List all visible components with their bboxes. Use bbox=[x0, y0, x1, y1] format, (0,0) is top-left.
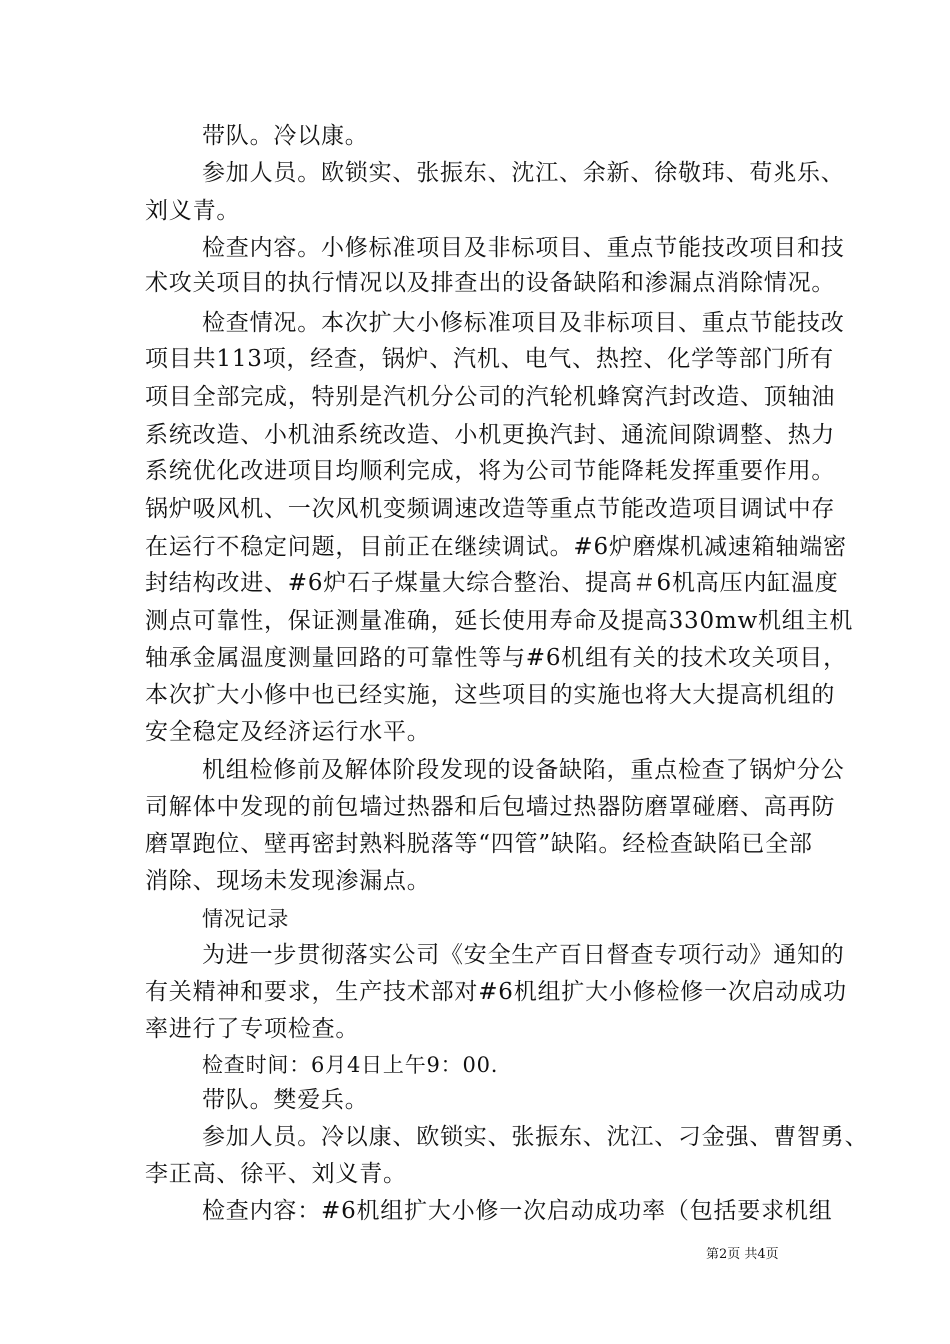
text-line-3: 刘义青。 bbox=[145, 198, 241, 224]
text-line-24: 有关精神和要求，生产技术部对#6机组扩大小修检修一次启动成功 bbox=[145, 979, 847, 1005]
page-number-footer: 第2页 共4页 bbox=[706, 1247, 779, 1262]
text-line-9: 系统改造、小机油系统改造、小机更换汽封、通流间隙调整、热力 bbox=[145, 422, 836, 448]
section-heading: 情况记录 bbox=[202, 907, 290, 931]
text-line-12: 在运行不稳定问题，目前正在继续调试。#6炉磨煤机减速箱轴端密 bbox=[145, 534, 847, 560]
text-line-7: 项目共113项，经查，锅炉、汽机、电气、热控、化学等部门所有 bbox=[145, 346, 834, 372]
text-line-26: 检查时间：6月4日上午9：00. bbox=[202, 1053, 499, 1077]
text-line-6: 检查情况。本次扩大小修标准项目及非标项目、重点节能技改 bbox=[202, 310, 845, 336]
text-line-23: 为进一步贯彻落实公司《安全生产百日督查专项行动》通知的 bbox=[202, 942, 845, 968]
text-line-10: 系统优化改进项目均顺利完成，将为公司节能降耗发挥重要作用。 bbox=[145, 458, 836, 484]
text-line-27: 带队。樊爱兵。 bbox=[202, 1087, 369, 1113]
text-line-14: 测点可靠性，保证测量准确，延长使用寿命及提高330mw机组主机 bbox=[145, 608, 854, 634]
text-line-18: 机组检修前及解体阶段发现的设备缺陷，重点检查了锅炉分公 bbox=[202, 757, 845, 783]
text-line-5: 术攻关项目的执行情况以及排查出的设备缺陷和渗漏点消除情况。 bbox=[145, 270, 836, 296]
text-line-4: 检查内容。小修标准项目及非标项目、重点节能技改项目和技 bbox=[202, 235, 845, 261]
text-line-25: 率进行了专项检查。 bbox=[145, 1016, 360, 1042]
text-line-8: 项目全部完成，特别是汽机分公司的汽轮机蜂窝汽封改造、顶轴油 bbox=[145, 384, 836, 410]
text-line-16: 本次扩大小修中也已经实施，这些项目的实施也将大大提高机组的 bbox=[145, 682, 836, 708]
text-line-29: 李正高、徐平、刘义青。 bbox=[145, 1161, 407, 1187]
text-line-15: 轴承金属温度测量回路的可靠性等与#6机组有关的技术攻关项目， bbox=[145, 645, 847, 671]
text-line-11: 锅炉吸风机、一次风机变频调速改造等重点节能改造项目调试中存 bbox=[145, 496, 836, 522]
text-line-21: 消除、现场未发现渗漏点。 bbox=[145, 868, 431, 894]
text-line-13: 封结构改进、#6炉石子煤量大综合整治、提高＃6机高压内缸温度 bbox=[145, 570, 839, 596]
text-line-17: 安全稳定及经济运行水平。 bbox=[145, 719, 431, 745]
text-line-2: 参加人员。欧锁实、张振东、沈江、余新、徐敬玮、荀兆乐、 bbox=[202, 160, 845, 186]
text-line-20: 磨罩跑位、壁再密封熟料脱落等“四管”缺陷。经检查缺陷已全部 bbox=[145, 831, 813, 857]
text-line-19: 司解体中发现的前包墙过热器和后包墙过热器防磨罩碰磨、高再防 bbox=[145, 794, 836, 820]
text-line-30: 检查内容：#6机组扩大小修一次启动成功率（包括要求机组 bbox=[202, 1198, 833, 1224]
text-line-28: 参加人员。冷以康、欧锁实、张振东、沈江、刁金强、曹智勇、 bbox=[202, 1124, 869, 1150]
text-line-1: 带队。冷以康。 bbox=[202, 123, 369, 149]
